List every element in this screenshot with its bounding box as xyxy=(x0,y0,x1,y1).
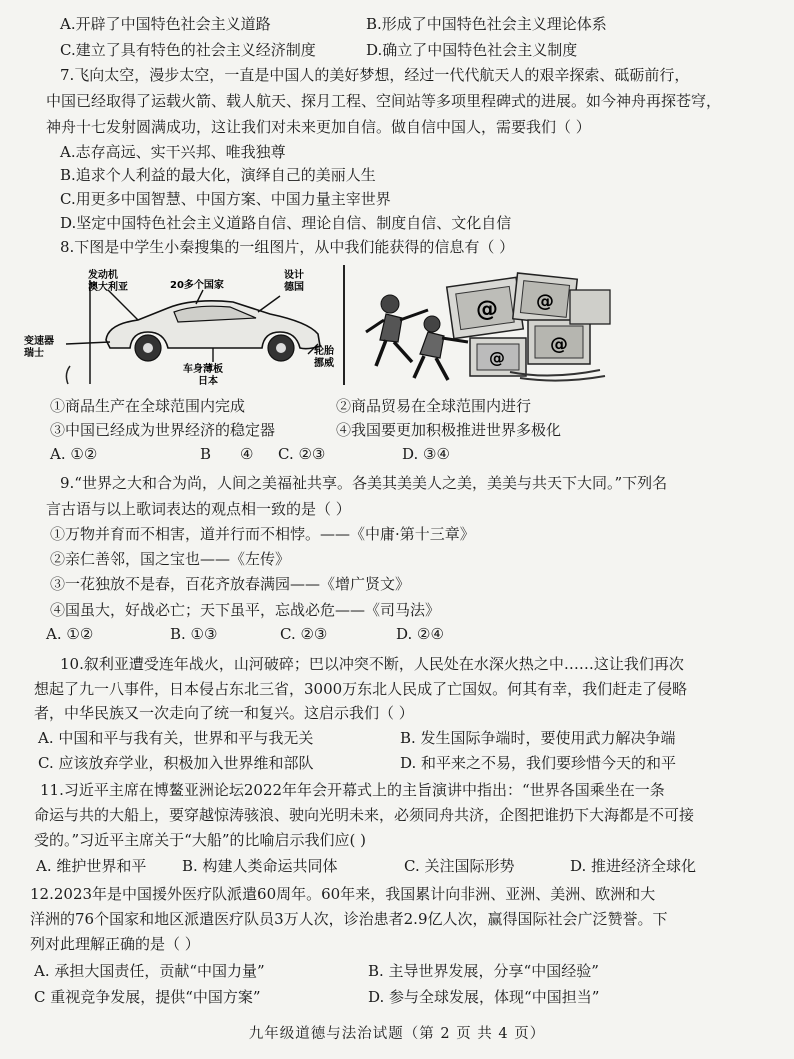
q8-item-3: ③中国已经成为世界经济的稳定器 xyxy=(50,421,276,439)
q8-stem: 8.下图是中学生小秦搜集的一组图片，从中我们能获得的信息有（ ） xyxy=(60,238,515,256)
q10-option-a: A. 中国和平与我有关，世界和平与我无关 xyxy=(38,729,314,747)
label-tire-origin: 挪威 xyxy=(314,358,334,369)
page-footer: 九年级道德与法治试题（第 2 页 共 4 页） xyxy=(248,1026,546,1042)
q8-option-b: B xyxy=(200,445,212,463)
q12-option-b: B. 主导世界发展，分享“中国经验” xyxy=(368,962,599,980)
screen-symbol-2: @ xyxy=(536,291,554,312)
q8-option-d: D. ③④ xyxy=(402,445,450,463)
label-design-origin: 德国 xyxy=(284,282,304,293)
screen-symbol-1: @ xyxy=(476,297,498,322)
q11-option-c: C. 关注国际形势 xyxy=(404,857,515,875)
q7-stem-line3: 神舟十七发射圆满成功，这让我们对未来更加自信。做自信中国人，需要我们（ ） xyxy=(46,118,591,136)
q6-option-c: C.建立了具有特色的社会主义经济制度 xyxy=(60,41,316,59)
q12-option-c: C 重视竞争发展，提供“中国方案” xyxy=(34,988,261,1006)
q11-stem-line1: 11.习近平主席在博鳌亚洲论坛2022年年会开幕式上的主旨演讲中指出：“世界各国乘坐在一条 xyxy=(40,781,665,799)
q10-option-d: D. 和平来之不易，我们要珍惜今天的和平 xyxy=(400,754,677,772)
label-tire: 轮胎 xyxy=(314,346,334,357)
q9-item-1: ①万物并育而不相害，道并行而不相悖。——《中庸·第十三章》 xyxy=(50,525,475,543)
q12-stem-line3: 列对此理解正确的是（ ） xyxy=(30,935,200,953)
q6-option-b: B.形成了中国特色社会主义理论体系 xyxy=(366,15,607,33)
q12-option-a: A. 承担大国责任，贡献“中国力量” xyxy=(34,962,265,980)
running-man-figure xyxy=(366,295,428,366)
car-figure-corner-mark xyxy=(66,366,70,384)
q7-option-c: C.用更多中国智慧、中国方案、中国力量主宰世界 xyxy=(60,190,391,208)
q10-stem-line2: 想起了九一八事件，日本侵占东北三省，3000万东北人民成了亡国奴。何其有幸，我们赶走了侵略 xyxy=(34,680,688,698)
q8-option-a: A. ①② xyxy=(50,445,98,463)
q9-stem-line1: 9.“世界之大和合为尚，人间之美福祉共享。各美其美美人之美，美美与共天下大同。”下列名 xyxy=(60,474,668,492)
q7-option-d: D.坚定中国特色社会主义道路自信、理论自信、制度自信、文化自信 xyxy=(60,214,512,232)
trade-cartoon-figure xyxy=(350,262,620,387)
q12-option-d: D. 参与全球发展，体现“中国担当” xyxy=(368,988,600,1006)
q7-stem-line1: 7.飞向太空，漫步太空，一直是中国人的美好梦想，经过一代代航天人的艰辛探索、砥砺前行， xyxy=(60,66,690,84)
label-gearbox: 变速器 xyxy=(24,336,54,347)
figure-divider xyxy=(343,265,345,385)
q8-item-2: ②商品贸易在全球范围内进行 xyxy=(336,397,532,415)
q7-option-b: B.追求个人利益的最大化，演绎自己的美丽人生 xyxy=(60,166,376,184)
q7-stem-line2: 中国已经取得了运载火箭、载人航天、探月工程、空间站等多项里程碑式的进展。如今神舟再探苍穹， xyxy=(46,92,722,110)
label-design: 设计 xyxy=(284,270,304,281)
q7-option-a: A.志存高远、实干兴邦、唯我独尊 xyxy=(60,143,286,161)
q11-stem-line2: 命运与共的大船上，要穿越惊涛骇浪、驶向光明未来，必须同舟共济，企图把谁扔下大海都是不可接 xyxy=(34,806,695,824)
q12-stem-line1: 12.2023年是中国援外医疗队派遣60周年。60年来，我国累计向非洲、亚洲、美洲、欧洲和大 xyxy=(30,885,656,903)
screen-symbol-3: @ xyxy=(550,334,568,355)
q10-option-b: B. 发生国际争端时，要使用武力解决争端 xyxy=(400,729,676,747)
screen-symbol-4: @ xyxy=(489,348,505,367)
q8-item-4: ④我国要更加积极推进世界多极化 xyxy=(336,421,562,439)
label-engine-origin: 澳大利亚 xyxy=(88,282,128,293)
q8-option-c: C. ②③ xyxy=(278,445,326,463)
label-gearbox-origin: 瑞士 xyxy=(24,348,44,359)
label-countries: 20多个国家 xyxy=(170,280,224,291)
q12-stem-line2: 洋洲的76个国家和地区派遣医疗队员3万人次，诊治患者2.9亿人次，赢得国际社会广泛赞誉。下 xyxy=(30,910,668,928)
q10-option-c: C. 应该放弃学业，积极加入世界维和部队 xyxy=(38,754,314,772)
q6-option-d: D.确立了中国特色社会主义制度 xyxy=(366,41,578,59)
computer-screens-stack xyxy=(447,273,610,381)
q6-option-a: A.开辟了中国特色社会主义道路 xyxy=(60,15,271,33)
q11-option-a: A. 维护世界和平 xyxy=(36,857,147,875)
q9-option-a: A. ①② xyxy=(46,625,94,643)
car-components-figure xyxy=(18,262,338,387)
q8-option-b-tail: ④ xyxy=(240,445,254,463)
q9-item-2: ②亲仁善邻，国之宝也——《左传》 xyxy=(50,550,291,568)
q11-stem-line3: 受的。”习近平主席关于“大船”的比喻启示我们应( ) xyxy=(34,831,366,849)
q11-option-b: B. 构建人类命运共同体 xyxy=(182,857,338,875)
label-body-origin: 日本 xyxy=(198,376,218,387)
q9-option-b: B. ①③ xyxy=(170,625,218,643)
label-body-panel: 车身薄板 xyxy=(183,364,223,375)
q10-stem-line3: 者，中华民族又一次走向了统一和复兴。这启示我们（ ） xyxy=(34,704,414,722)
q9-item-4: ④国虽大，好战必亡；天下虽平，忘战必危——《司马法》 xyxy=(50,601,441,619)
q9-stem-line2: 言古语与以上歌词表达的观点相一致的是（ ） xyxy=(46,500,351,518)
q9-option-c: C. ②③ xyxy=(280,625,328,643)
q8-item-1: ①商品生产在全球范围内完成 xyxy=(50,397,246,415)
q9-item-3: ③一花独放不是春，百花齐放春满园——《增广贤文》 xyxy=(50,575,411,593)
q9-option-d: D. ②④ xyxy=(396,625,444,643)
q11-option-d: D. 推进经济全球化 xyxy=(570,857,697,875)
q10-stem-line1: 10.叙利亚遭受连年战火，山河破碎；巴以冲突不断，人民处在水深火热之中……这让我们再次 xyxy=(60,655,684,673)
label-engine: 发动机 xyxy=(88,270,118,281)
